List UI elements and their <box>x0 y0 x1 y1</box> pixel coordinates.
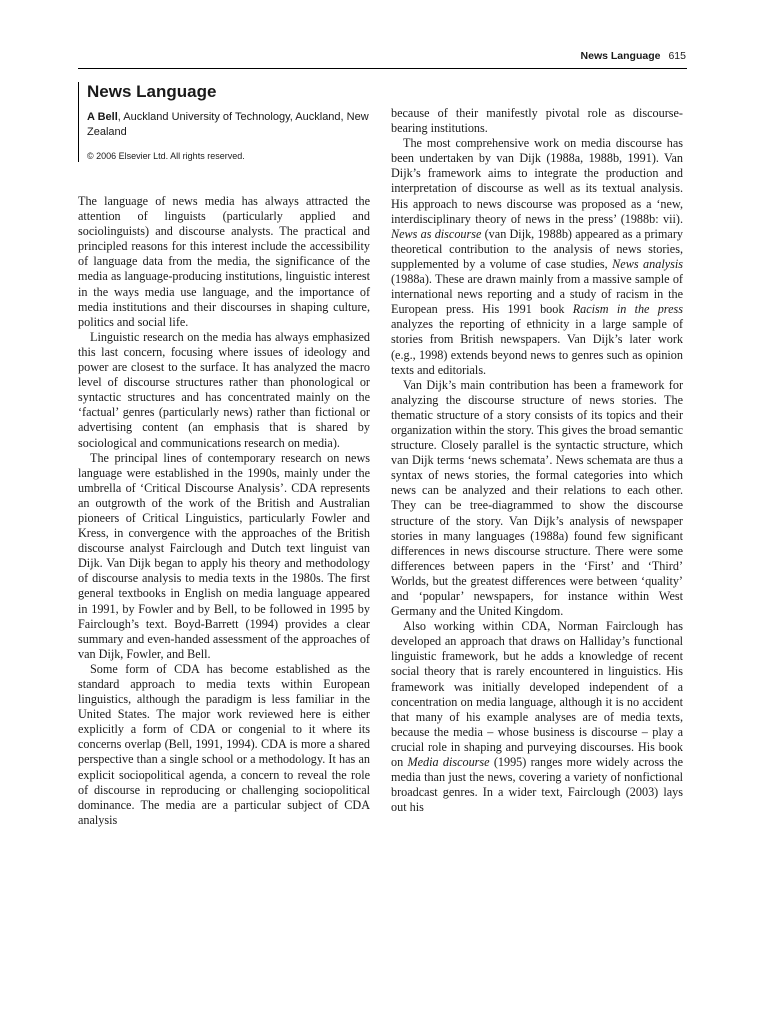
italic-title: Racism in the press <box>572 302 683 317</box>
text-run: (1988a). These are drawn mainly from a massive sample of international news reporting and a study of racism in the European press. His 1991 book <box>391 272 683 317</box>
paragraph: Van Dijk’s main contribution has been a framework for analyzing the discourse structure of news stories. The thematic structure of a story consists of its topics and their organization within the story. This gives the broad semantic structure. Closely parallel is the syntactic structure, which van Dijk terms ‘news schemata’. News schemata are thus a syntax of news stories, the formal categories into which news can be analyzed and their relations to each other. They can be tree-diagrammed to show the discourse structure of the story. Van Dijk’s analysis of newspaper stories in many languages (1988a) found few significant differences in news discourse structure. There were some differences between papers in the ‘First’ and ‘Third’ Worlds, but the greatest differences were between ‘quality’ and ‘popular’ newspapers, for instance within West Germany and the United Kingdom. <box>391 377 683 619</box>
paragraph: Linguistic research on the media has always emphasized this last concern, focusing where issues of ideology and power are closest to the surface. It has analyzed the macro level of discourse structures rather than phonological or syntactic structures and has concentrated mainly on the ‘factual’ genres (particularly news) rather than fictional or advertising content (an emphasis that is shared by sociological and communications research on media). <box>78 329 370 450</box>
text-run: analyzes the reporting of ethnicity in a large sample of stories from British newspapers. Van Dijk’s later work (e.g., 1998) extends beyond news to genres such as opinion texts and editorials. <box>391 317 683 377</box>
italic-title: News analysis <box>612 256 684 271</box>
running-head <box>581 50 686 62</box>
text-run: Also working within CDA, Norman Fairclough has developed an approach that draws on Halliday’s functional linguistic framework, but he adds a knowledge of recent social theory that is rarely encountered in linguistics. His framework was initially developed independent of a concentration on media language, although it is no accident that many of his example analyses are of media texts, because the media – whose business is discourse – play a crucial role in shaping and purveying discourses. His book on <box>391 619 683 770</box>
paragraph <box>391 619 683 815</box>
left-column <box>78 80 370 828</box>
italic-title: Media discourse <box>407 755 490 770</box>
right-column <box>391 106 683 815</box>
article-title: News Language <box>87 82 217 101</box>
left-body <box>78 194 370 828</box>
author-affiliation: , Auckland University of Technology, Auckland, New Zealand <box>87 111 369 138</box>
copyright-notice: © 2006 Elsevier Ltd. All rights reserved. <box>87 151 245 161</box>
text-run: (1995) ranges more widely across the media than just the news, covering a variety of nonfictional broadcast genres. In a wider text, Fairclough (2003) lays out his <box>391 755 684 815</box>
text-run: (van Dijk, 1988b) appeared as a primary theoretical contribution to the analysis of news stories, supplemented by a volume of case studies, <box>391 226 683 271</box>
text-run: The most comprehensive work on media discourse has been undertaken by van Dijk (1988a, 1988b, 1991). Van Dijk’s framework aims to integrate the production and interpretation of discourse as well as its textual analysis. His approach to news discourse was proposed as a ‘new, interdisciplinary theory of news in the press’ (1988b: vii). <box>391 136 683 226</box>
paragraph <box>391 136 683 378</box>
paragraph: because of their manifestly pivotal role as discourse-bearing institutions. <box>391 106 683 136</box>
paragraph: The principal lines of contemporary research on news language were established in the 1990s, mainly under the umbrella of ‘Critical Discourse Analysis’. CDA represents an outgrowth of the work of the British and Australian pioneers of Critical Linguistics, particularly Fowler and Kress, in convergence with the approaches of the British discourse analyst Fairclough and Dutch text linguist van Dijk. Van Dijk began to apply his theory and methodology of discourse analysis to media texts in the 1980s. The first general textbooks in English on media language appeared in 1991, by Fowler and by Bell, to be followed in 1995 by Fairclough’s text. Boyd-Barrett (1994) provides a clear summary and even-handed assessment of the approaches of van Dijk, Fowler, and Bell. <box>78 450 370 661</box>
page-number: 615 <box>668 50 686 62</box>
paragraph: The language of news media has always attracted the attention of linguists (particularly applied and sociolinguists) and discourse analysts. The practical and principled reasons for this interest include the accessibility of language data from the media, the significance of the media as language-producing institutions, linguistic interest in the ways media use language, and the importance of media institutions and their discourses in shaping culture, politics and social life. <box>78 194 370 329</box>
title-block <box>78 82 370 162</box>
header-rule <box>78 68 687 69</box>
author-line <box>87 110 370 140</box>
italic-title: News as discourse <box>391 226 482 241</box>
running-head-title: News Language <box>580 50 661 62</box>
author-name: A Bell <box>87 111 118 123</box>
paragraph: Some form of CDA has become established as the standard approach to media texts within European linguistics, although the paradigm is less familiar in the United States. The major work reviewed here is either explicitly a form of CDA or congenial to it where its concerns overlap (Bell, 1991, 1994). CDA is more a shared perspective than a single school or a methodology. It has an explicit sociopolitical agenda, a concern to reveal the role of discourse in reproducing or challenging sociopolitical dominance. The media are a particular subject of CDA analysis <box>78 661 370 827</box>
